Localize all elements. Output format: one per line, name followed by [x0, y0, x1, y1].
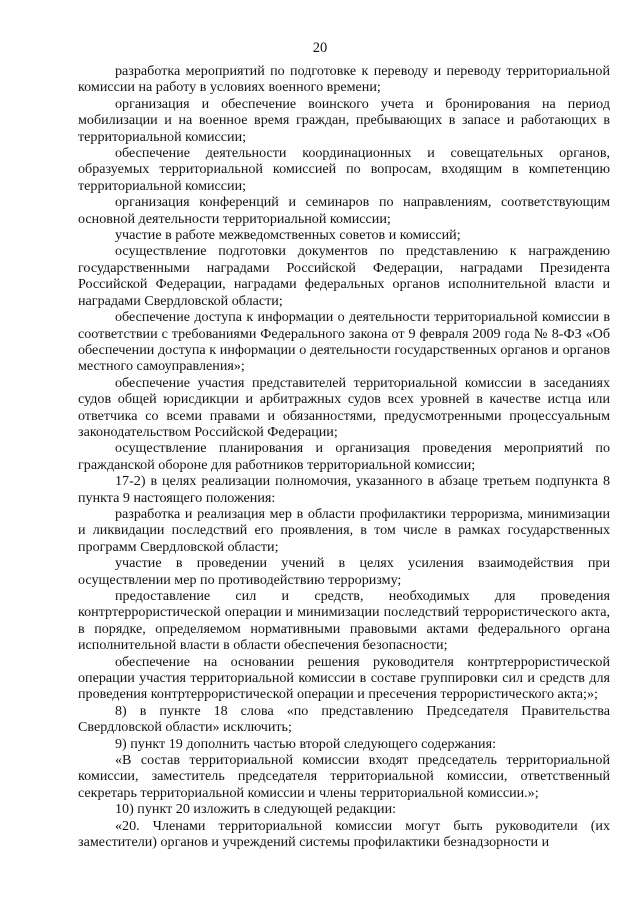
paragraph: 17-2) в целях реализации полномочия, указанного в абзаце третьем подпункта 8 пункта 9 настоящего положения:: [78, 473, 610, 506]
paragraph: осуществление планирования и организация проведения мероприятий по гражданской обороне для работников территориальной комиссии;: [78, 440, 610, 473]
paragraph: разработка и реализация мер в области профилактики терроризма, минимизации и ликвидации последствий его проявления, в том числе в рамках государственных программ Свердловской области;: [78, 505, 610, 555]
page-number: 20: [312, 40, 328, 56]
paragraph: обеспечение деятельности координационных и совещательных органов, образуемых территориальной комиссией по вопросам, входящим в компетенцию территориальной комиссии;: [78, 145, 610, 194]
paragraph: организация и обеспечение воинского учета и бронирования на период мобилизации и на военное время граждан, пребывающих в запасе и работающих в территориальной комиссии;: [78, 95, 610, 145]
paragraph: обеспечение на основании решения руководителя контртеррористической операции участия территориальной комиссии в составе группировки сил и средств для проведения контртеррористической операции и пресечения террористического акта;»;: [78, 653, 610, 703]
paragraph: обеспечение доступа к информации о деятельности территориальной комиссии в соответствии с требованиями Федерального закона от 9 февраля 2009 года № 8-ФЗ «Об обеспечении доступа к информации о деятельности государственных органов и органов местного самоуправления»;: [78, 309, 610, 375]
paragraph: 10) пункт 20 изложить в следующей редакции:: [115, 801, 397, 818]
paragraph: участие в работе межведомственных советов и комиссий;: [115, 227, 461, 244]
paragraph: обеспечение участия представителей территориальной комиссии в заседаниях судов общей юрисдикции и арбитражных судов всех уровней в качестве истца или ответчика со всеми правами и обязанностями, предусмотренными процессуальным законодательством Российской Федерации;: [78, 374, 610, 440]
paragraph: 8) в пункте 18 слова «по представлению Председателя Правительства Свердловской области» исключить;: [78, 702, 610, 736]
paragraph: разработка мероприятий по подготовке к переводу и переводу территориальной комиссии на работу в условиях военного времени;: [78, 63, 610, 96]
paragraph: «В состав территориальной комиссии входят председатель территориальной комиссии, заместитель председателя территориальной комиссии, ответственный секретарь территориальной комиссии и члены территориальной комиссии.»;: [78, 752, 610, 801]
paragraph: 9) пункт 19 дополнить частью второй следующего содержания:: [115, 735, 496, 752]
document-body: [78, 63, 610, 851]
paragraph: «20. Членами территориальной комиссии могут быть руководители (их заместители) органов и учреждений системы профилактики безнадзорности и: [78, 817, 610, 851]
paragraph: участие в проведении учений в целях усиления взаимодействия при осуществлении мер по противодействию терроризму;: [78, 555, 610, 588]
paragraph: предоставление сил и средств, необходимых для проведения контртеррористической операции и минимизации последствий террористического акта, в порядке, определяемом нормативными правовыми актами федерального органа исполнительной власти в области обеспечения безопасности;: [78, 588, 610, 654]
paragraph: организация конференций и семинаров по направлениям, соответствующим основной деятельности территориальной комиссии;: [78, 194, 610, 227]
paragraph: осуществление подготовки документов по представлению к награждению государственными наградами Российской Федерации, наградами Президента Российской Федерации, наградами федеральных органов исполнительной власти и наградами Свердловской области;: [78, 243, 610, 309]
